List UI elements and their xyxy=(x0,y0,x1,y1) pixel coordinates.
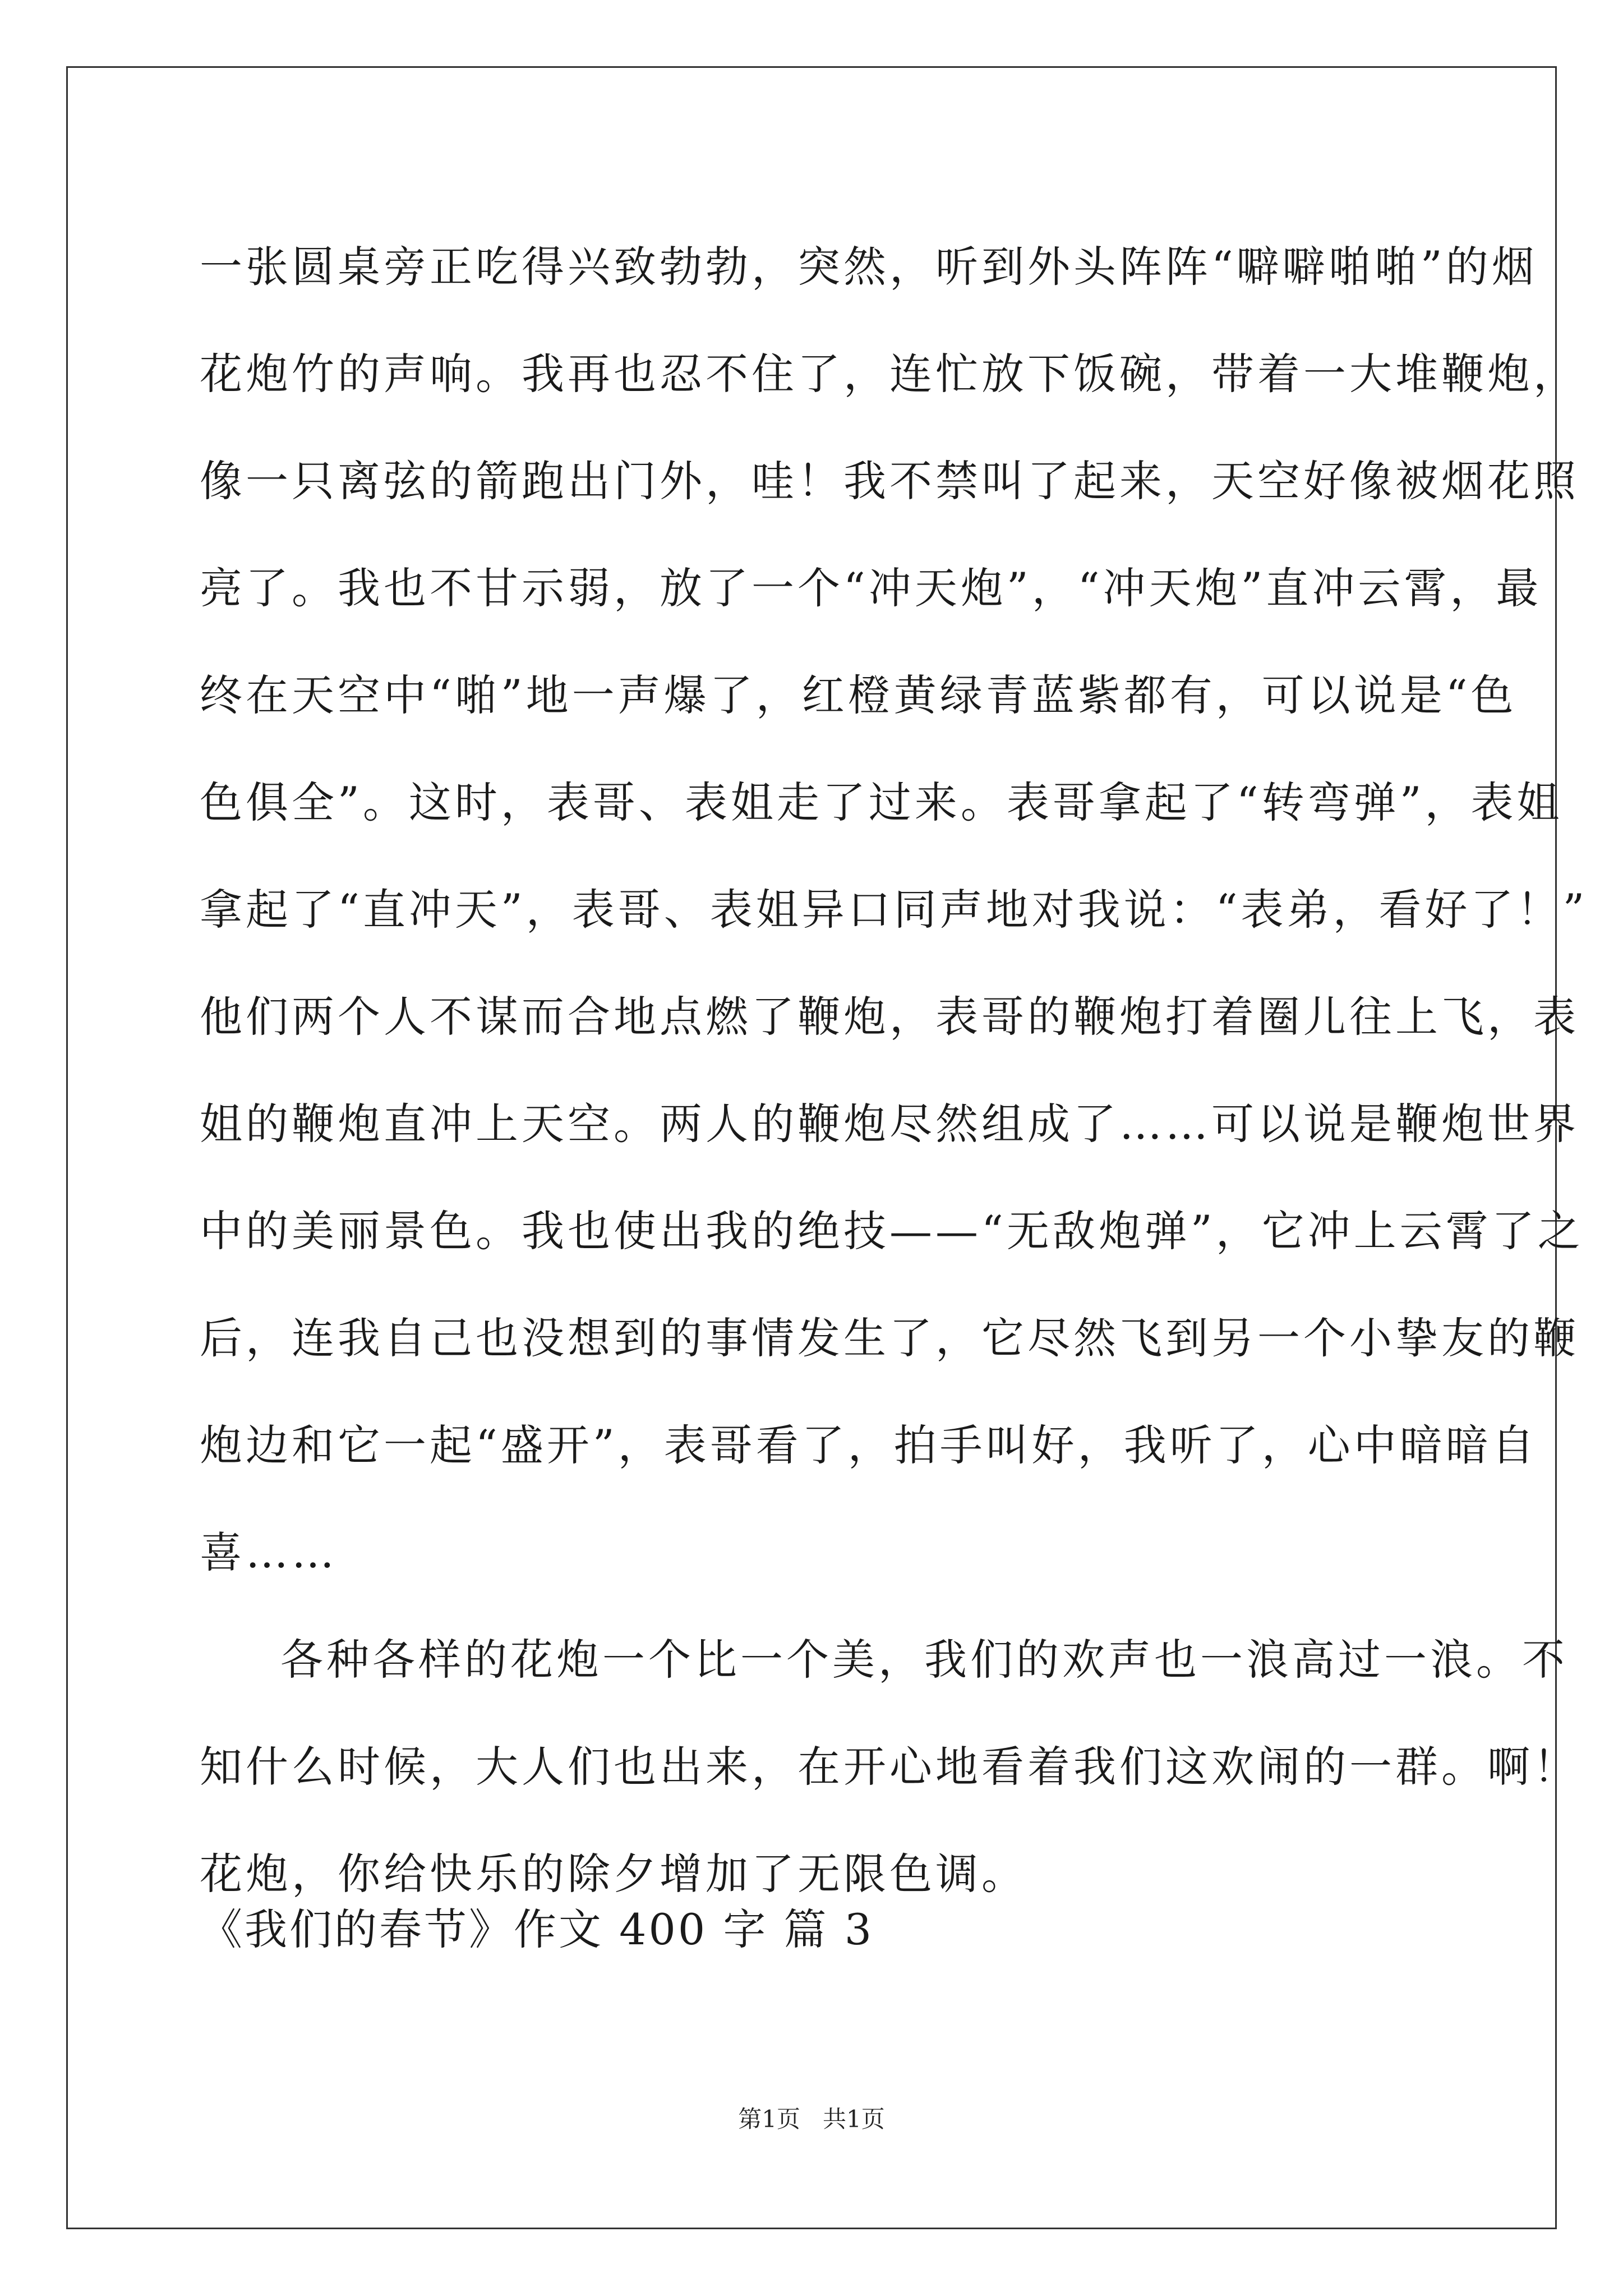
text-line: 色俱全”。这时，表哥、表姐走了过来。表哥拿起了“转弯弹”，表姐 xyxy=(200,777,1563,827)
text-line: 他们两个人不谋而合地点燃了鞭炮，表哥的鞭炮打着圈儿往上飞，表 xyxy=(200,992,1579,1042)
text-line: 炮边和它一起“盛开”，表哥看了，拍手叫好，我听了，心中暗暗自 xyxy=(200,1420,1538,1470)
paragraph-2 xyxy=(200,1606,1579,1927)
text-line: 中的美丽景色。我也使出我的绝技——“无敌炮弹”，它冲上云霄了之 xyxy=(200,1206,1584,1256)
page-number: 第1页 xyxy=(738,2105,800,2133)
text-line: 像一只离弦的箭跑出门外，哇！我不禁叫了起来，天空好像被烟花照 xyxy=(200,456,1579,506)
text-line: 亮了。我也不甘示弱，放了一个“冲天炮”，“冲天炮”直冲云霄，最 xyxy=(200,563,1542,613)
paragraph-1 xyxy=(200,213,1588,1606)
text-line: 拿起了“直冲天”，表哥、表姐异口同声地对我说：“表弟，看好了！” xyxy=(200,885,1588,935)
document-body xyxy=(200,213,1588,1927)
section-heading: 《我们的春节》作文 400 字 篇 3 xyxy=(200,1904,874,1954)
text-line: 花炮竹的声响。我再也忍不住了，连忙放下饭碗，带着一大堆鞭炮， xyxy=(200,349,1579,399)
text-line: 姐的鞭炮直冲上天空。两人的鞭炮尽然组成了……可以说是鞭炮世界 xyxy=(200,1099,1579,1149)
text-line: 花炮，你给快乐的除夕增加了无限色调。 xyxy=(200,1849,1027,1899)
page-footer xyxy=(0,2102,1623,2136)
text-line: 各种各样的花炮一个比一个美，我们的欢声也一浪高过一浪。不 xyxy=(280,1635,1568,1685)
text-line: 知什么时候，大人们也出来，在开心地看着我们这欢闹的一群。啊！ xyxy=(200,1742,1579,1792)
page-total: 共1页 xyxy=(823,2105,885,2133)
text-line: 喜…… xyxy=(200,1527,338,1577)
text-line: 后，连我自己也没想到的事情发生了，它尽然飞到另一个小挚友的鞭 xyxy=(200,1313,1579,1363)
text-line: 终在天空中“啪”地一声爆了，红橙黄绿青蓝紫都有，可以说是“色 xyxy=(200,670,1517,720)
text-line: 一张圆桌旁正吃得兴致勃勃，突然，听到外头阵阵“噼噼啪啪”的烟 xyxy=(200,242,1538,292)
